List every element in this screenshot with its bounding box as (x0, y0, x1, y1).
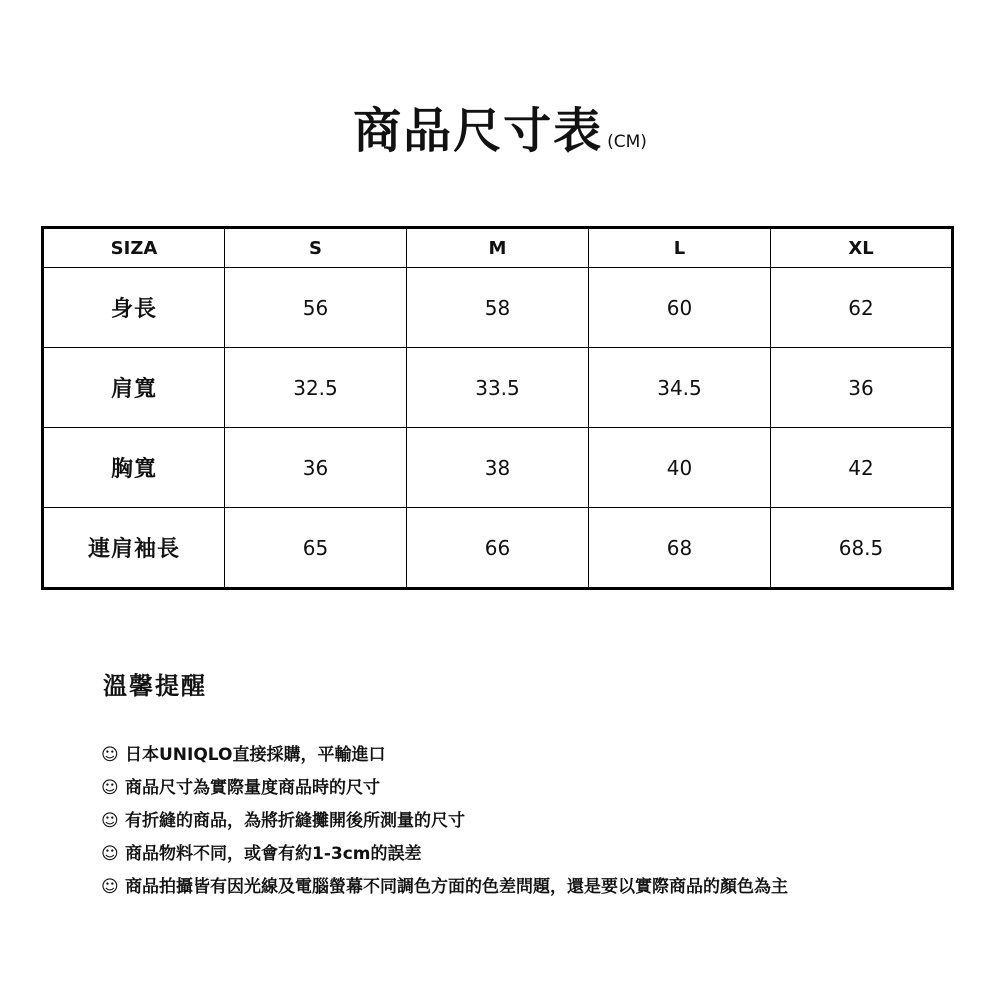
table-cell: 32.5 (225, 348, 407, 428)
header-cell-size: SIZA (43, 228, 225, 268)
table-cell: 33.5 (407, 348, 589, 428)
table-cell: 65 (225, 508, 407, 589)
table-cell: 68.5 (771, 508, 953, 589)
row-label-chest-width: 胸寬 (43, 428, 225, 508)
page-title (0, 92, 1000, 161)
size-table (41, 226, 954, 590)
smiley-icon: ☺ (101, 811, 119, 831)
list-item (101, 808, 788, 841)
table-cell: 60 (589, 268, 771, 348)
table-row (43, 508, 953, 589)
table-cell: 68 (589, 508, 771, 589)
header-cell-l: L (589, 228, 771, 268)
note-text: 商品物料不同，或會有約1-3cm的誤差 (125, 844, 422, 864)
note-text: 商品尺寸為實際量度商品時的尺寸 (125, 778, 380, 798)
table-cell: 58 (407, 268, 589, 348)
table-cell: 66 (407, 508, 589, 589)
list-item (101, 742, 788, 775)
table-row (43, 428, 953, 508)
page-title-text: 商品尺寸表 (353, 103, 604, 159)
smiley-icon: ☺ (101, 844, 119, 864)
unit-label: (CM) (607, 132, 647, 152)
row-label-body-length: 身長 (43, 268, 225, 348)
notes-title: 溫馨提醒 (103, 672, 207, 700)
table-cell: 40 (589, 428, 771, 508)
note-text: 日本UNIQLO直接採購，平輸進口 (125, 745, 386, 765)
list-item (101, 841, 788, 874)
table-row (43, 268, 953, 348)
table-cell: 36 (225, 428, 407, 508)
table-header-row (43, 228, 953, 268)
row-label-sleeve-length: 連肩袖長 (43, 508, 225, 589)
note-text: 有折縫的商品，為將折縫攤開後所測量的尺寸 (125, 811, 465, 831)
table-row (43, 348, 953, 428)
list-item (101, 775, 788, 808)
table-cell: 42 (771, 428, 953, 508)
header-cell-s: S (225, 228, 407, 268)
table-cell: 36 (771, 348, 953, 428)
list-item (101, 874, 788, 907)
row-label-shoulder-width: 肩寬 (43, 348, 225, 428)
smiley-icon: ☺ (101, 745, 119, 765)
note-text: 商品拍攝皆有因光線及電腦螢幕不同調色方面的色差問題，還是要以實際商品的顏色為主 (125, 877, 788, 897)
table-cell: 34.5 (589, 348, 771, 428)
smiley-icon: ☺ (101, 877, 119, 897)
smiley-icon: ☺ (101, 778, 119, 798)
table-cell: 62 (771, 268, 953, 348)
table-cell: 56 (225, 268, 407, 348)
notes-list (101, 742, 788, 907)
header-cell-xl: XL (771, 228, 953, 268)
header-cell-m: M (407, 228, 589, 268)
table-cell: 38 (407, 428, 589, 508)
